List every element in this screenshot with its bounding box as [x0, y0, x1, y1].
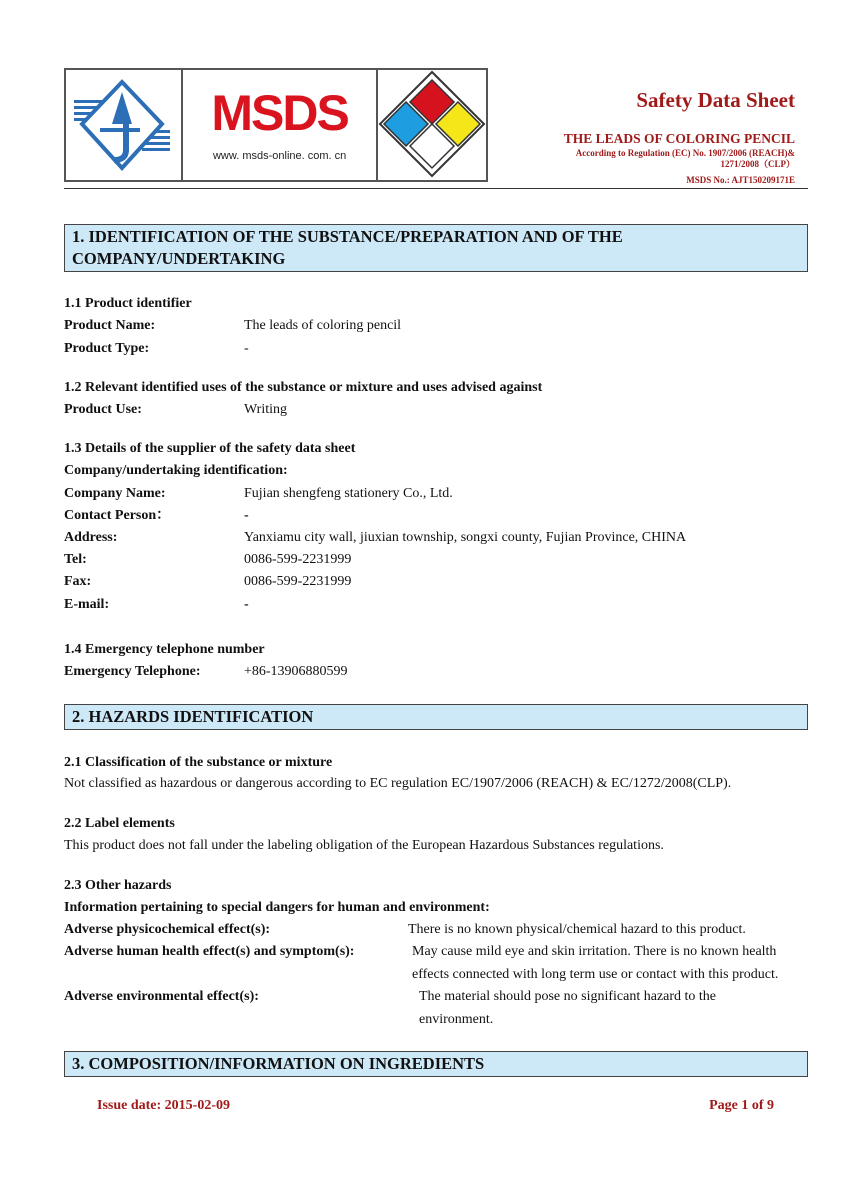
- classification-text: Not classified as hazardous or dangerous according to EC regulation EC/1907/2006 (REACH) & EC/1272/2008(CLP).: [64, 776, 732, 791]
- special-dangers-label: Information pertaining to special dangers for human and environment:: [64, 900, 490, 915]
- environmental-effects-value-line-2: environment.: [419, 1012, 494, 1027]
- regulation-line-2: 1271/2008（CLP）: [720, 159, 795, 169]
- product-use-value: Writing: [244, 402, 287, 417]
- product-name-label: Product Name:: [64, 318, 156, 333]
- aj-logo-icon: [66, 70, 178, 180]
- contact-person-label: Contact Person：: [64, 508, 171, 523]
- issue-date: Issue date: 2015-02-09: [97, 1098, 230, 1113]
- regulation-line-1: According to Regulation (EC) No. 1907/2006 (REACH)&: [575, 148, 795, 158]
- tel-value: 0086-599-2231999: [244, 552, 352, 567]
- company-logo-cell: [66, 70, 181, 180]
- product-type-value: -: [244, 341, 249, 356]
- section-1-heading: [64, 224, 808, 272]
- physicochemical-effects-value: There is no known physical/chemical hazard to this product.: [408, 922, 746, 937]
- environmental-effects-label: Adverse environmental effect(s):: [64, 989, 259, 1004]
- subsection-1-4-title: 1.4 Emergency telephone number: [64, 642, 265, 657]
- fax-value: 0086-599-2231999: [244, 574, 352, 589]
- fax-label: Fax:: [64, 574, 92, 589]
- subsection-1-3-title: 1.3 Details of the supplier of the safety data sheet: [64, 441, 356, 456]
- nfpa-diamond-icon: [378, 70, 486, 180]
- company-name-value: Fujian shengfeng stationery Co., Ltd.: [244, 486, 453, 501]
- company-identification-label: Company/undertaking identification:: [64, 463, 288, 478]
- section-3-heading: 3. COMPOSITION/INFORMATION ON INGREDIENTS: [64, 1051, 808, 1077]
- tel-label: Tel:: [64, 552, 87, 567]
- subsection-2-2-title: 2.2 Label elements: [64, 816, 175, 831]
- msds-wordmark: MSDS: [211, 85, 348, 141]
- health-effects-label: Adverse human health effect(s) and symptom(s):: [64, 944, 355, 959]
- email-label: E-mail:: [64, 597, 110, 612]
- product-title: THE LEADS OF COLORING PENCIL: [563, 131, 795, 146]
- physicochemical-effects-label: Adverse physicochemical effect(s):: [64, 922, 271, 937]
- email-value: -: [244, 597, 249, 612]
- page-number: Page 1 of 9: [709, 1098, 774, 1113]
- website-link[interactable]: www. msds-online. com. cn: [212, 150, 347, 162]
- section-2-heading: 2. HAZARDS IDENTIFICATION: [64, 704, 808, 730]
- label-elements-text: This product does not fall under the labeling obligation of the European Hazardous Substances regulations.: [64, 838, 664, 853]
- subsection-1-2-title: 1.2 Relevant identified uses of the substance or mixture and uses advised against: [64, 380, 543, 395]
- product-use-label: Product Use:: [64, 402, 142, 417]
- product-name-value: The leads of coloring pencil: [244, 318, 402, 333]
- header-divider: [64, 188, 808, 189]
- environmental-effects-value-line-1: The material should pose no significant hazard to the: [419, 989, 717, 1004]
- emergency-telephone-label: Emergency Telephone:: [64, 664, 201, 679]
- msds-logo-cell: [181, 70, 376, 180]
- section-1-heading-line-2: COMPANY/UNDERTAKING: [72, 249, 286, 268]
- document-title: Safety Data Sheet: [636, 88, 795, 112]
- section-1-heading-line-1: 1. IDENTIFICATION OF THE SUBSTANCE/PREPARATION AND OF THE: [72, 227, 623, 246]
- address-value: Yanxiamu city wall, jiuxian township, songxi county, Fujian Province, CHINA: [244, 530, 687, 545]
- health-effects-value-line-2: effects connected with long term use or contact with this product.: [412, 967, 779, 982]
- subsection-2-3-title: 2.3 Other hazards: [64, 878, 172, 893]
- header-logo-box: [64, 68, 488, 182]
- address-label: Address:: [64, 530, 118, 545]
- msds-number: MSDS No.: AJT150209171E: [686, 175, 795, 185]
- product-type-label: Product Type:: [64, 341, 150, 356]
- contact-person-value: -: [244, 508, 249, 523]
- emergency-telephone-value: +86-13906880599: [244, 664, 348, 679]
- hazard-diamond-cell: [376, 70, 486, 180]
- company-name-label: Company Name:: [64, 486, 166, 501]
- health-effects-value-line-1: May cause mild eye and skin irritation. There is no known health: [412, 944, 777, 959]
- subsection-1-1-title: 1.1 Product identifier: [64, 296, 192, 311]
- regulation-text: [500, 148, 795, 170]
- subsection-2-1-title: 2.1 Classification of the substance or mixture: [64, 755, 333, 770]
